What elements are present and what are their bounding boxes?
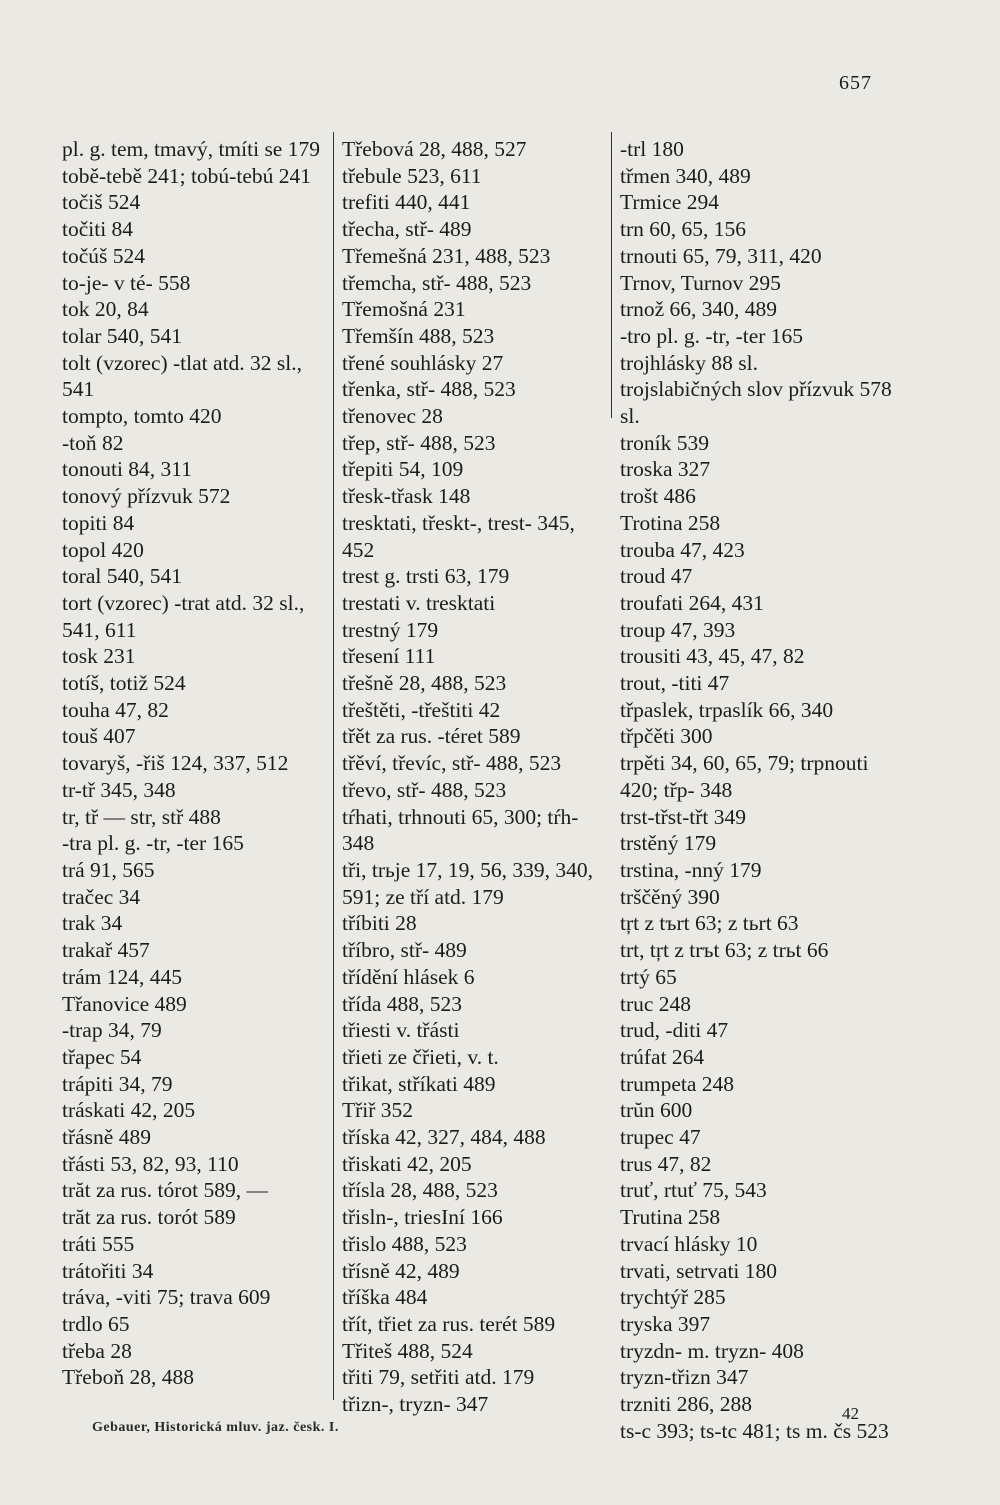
index-entry: trnož 66, 340, 489: [620, 297, 778, 322]
column-divider: [333, 132, 334, 1400]
index-entry: třesk-třask 148: [342, 484, 471, 509]
index-entry: trăt za rus. torót 589: [62, 1205, 236, 1230]
index-entry: truť, rtuť 75, 543: [620, 1178, 767, 1203]
index-entry: třěví, třevíc, stř- 488, 523: [342, 751, 562, 776]
index-entry: tříška 484: [342, 1285, 428, 1310]
index-entry: to-je- v té- 558: [62, 270, 191, 295]
index-entry: trychtýř 285: [620, 1285, 726, 1310]
index-entry: Trotina 258: [620, 510, 721, 535]
index-entry: trščěný 390: [620, 884, 720, 909]
index-entry: třídění hlásek 6: [342, 964, 475, 989]
index-entry: tryzn-třizn 347: [620, 1365, 749, 1390]
index-entry: třísla 28, 488, 523: [342, 1178, 498, 1203]
index-entry: tobě-tebě 241; tobú-tebú 241: [62, 163, 311, 188]
index-entry: třída 488, 523: [342, 991, 463, 1016]
index-entry: -trl 180: [620, 137, 684, 161]
index-entry: trdlo 65: [62, 1311, 130, 1336]
index-entry: truc 248: [620, 991, 692, 1016]
index-entry: tračec 34: [62, 884, 141, 909]
index-entry: trátořiti 34: [62, 1258, 154, 1283]
index-entry: tovaryš, -řiš 124, 337, 512: [62, 751, 289, 776]
index-entry: třep, stř- 488, 523: [342, 430, 496, 455]
index-entry: třizn-, tryzn- 347: [342, 1392, 489, 1417]
index-entry: trst-třst-třt 349: [620, 804, 746, 829]
index-entry: trstina, -nný 179: [620, 857, 762, 882]
index-entry: Třiteš 488, 524: [342, 1338, 473, 1363]
index-entry: tonouti 84, 311: [62, 457, 192, 482]
index-entry: trá 91, 565: [62, 857, 155, 882]
index-entry: tompto, tomto 420: [62, 404, 222, 429]
index-entry: Třemošná 231: [342, 297, 466, 322]
index-entry: třásně 489: [62, 1125, 151, 1150]
index-entry: třikat, stříkati 489: [342, 1071, 496, 1096]
index-entry: třesení 111: [342, 644, 436, 669]
index-entry: třislo 488, 523: [342, 1231, 467, 1256]
index-entry: tr-tř 345, 348: [62, 777, 176, 802]
index-entry: touha 47, 82: [62, 697, 169, 722]
index-entry: třiskati 42, 205: [342, 1151, 472, 1176]
index-column-2: [342, 136, 610, 1418]
index-entry: tříska 42, 327, 484, 488: [342, 1125, 546, 1150]
index-entry: točúš 524: [62, 243, 146, 268]
index-entry: tŗt z tъrt 63; z tьrt 63: [620, 911, 799, 936]
index-entry: troud 47: [620, 564, 693, 589]
index-entry: topiti 84: [62, 510, 135, 535]
index-entry: třenovec 28: [342, 404, 443, 429]
index-entry: třpčěti 300: [620, 724, 713, 749]
index-entry: trout, -titi 47: [620, 671, 730, 696]
index-entry: třásti 53, 82, 93, 110: [62, 1151, 239, 1176]
index-entry: trousiti 43, 45, 47, 82: [620, 644, 805, 669]
index-entry: točiš 524: [62, 190, 141, 215]
column-divider: [611, 132, 612, 418]
index-entry: troska 327: [620, 457, 711, 482]
index-entry: Třemešná 231, 488, 523: [342, 243, 551, 268]
index-entry: trn 60, 65, 156: [620, 217, 747, 242]
index-entry: tráti 555: [62, 1231, 135, 1256]
index-entry: trám 124, 445: [62, 964, 183, 989]
index-entry: -toň 82: [62, 430, 124, 455]
index-entry: trzniti 286, 288: [620, 1392, 752, 1417]
index-entry: třět za rus. -téret 589: [342, 724, 521, 749]
index-entry: trestati v. tresktati: [342, 590, 496, 615]
index-entry: třísně 42, 489: [342, 1258, 460, 1283]
index-entry: třeba 28: [62, 1338, 132, 1363]
page-number: 657: [839, 72, 872, 94]
index-entry: ts-c 393; ts-tc 481; ts m. čs 523: [620, 1418, 889, 1443]
index-entry: Třeboň 28, 488: [62, 1365, 194, 1390]
index-entry: trápiti 34, 79: [62, 1071, 173, 1096]
index-entry: třisln-, triesIní 166: [342, 1205, 503, 1230]
index-entry: tolt (vzorec) -tlat atd. 32 sl., 541: [62, 350, 303, 402]
index-entry: trăt za rus. tórot 589, —: [62, 1178, 268, 1203]
index-entry: trojslabičných slov přízvuk 578 sl.: [620, 377, 892, 429]
index-entry: toral 540, 541: [62, 564, 183, 589]
index-entry: tosk 231: [62, 644, 136, 669]
index-entry: Třiř 352: [342, 1098, 414, 1123]
index-entry: Trmice 294: [620, 190, 719, 215]
index-entry: tráva, -viti 75; trava 609: [62, 1285, 271, 1310]
index-entry: třeštěti, -třeštiti 42: [342, 697, 501, 722]
index-entry: třebule 523, 611: [342, 163, 482, 188]
index-entry: -tro pl. g. -tr, -ter 165: [620, 323, 804, 348]
index-entry: troník 539: [620, 430, 709, 455]
index-entry: trest g. trsti 63, 179: [342, 564, 510, 589]
index-entry: třenka, stř- 488, 523: [342, 377, 516, 402]
index-entry: trak 34: [62, 911, 123, 936]
index-entry: třít, třiet za rus. terét 589: [342, 1311, 556, 1336]
sheet-number: 42: [842, 1404, 859, 1423]
index-entry: třiti 79, setřiti atd. 179: [342, 1365, 535, 1390]
index-entry: -tra pl. g. -tr, -ter 165: [62, 831, 244, 856]
index-entry: točiti 84: [62, 217, 134, 242]
index-entry: třieti ze čřieti, v. t.: [342, 1044, 499, 1069]
index-entry: trt, tŗt z trъt 63; z trьt 66: [620, 938, 829, 963]
index-entry: Trutina 258: [620, 1205, 721, 1230]
index-entry: Třanovice 489: [62, 991, 187, 1016]
index-entry: troup 47, 393: [620, 617, 736, 642]
index-entry: Třemšín 488, 523: [342, 323, 495, 348]
index-entry: tryska 397: [620, 1311, 711, 1336]
index-entry: trefiti 440, 441: [342, 190, 471, 215]
index-entry: trvati, setrvati 180: [620, 1258, 778, 1283]
index-entry: touš 407: [62, 724, 136, 749]
index-entry: tryzdn- m. tryzn- 408: [620, 1338, 804, 1363]
index-entry: trvací hlásky 10: [620, 1231, 758, 1256]
index-entry: trouba 47, 423: [620, 537, 745, 562]
index-entry: tři, trьje 17, 19, 56, 339, 340, 591; ze tří atd. 179: [342, 857, 594, 909]
index-entry: třpaslek, trpaslík 66, 340: [620, 697, 834, 722]
index-column-3: [620, 136, 898, 1444]
index-entry: Trnov, Turnov 295: [620, 270, 781, 295]
index-entry: tříbro, stř- 489: [342, 938, 467, 963]
index-entry: trestný 179: [342, 617, 439, 642]
index-entry: tráskati 42, 205: [62, 1098, 196, 1123]
index-entry: třmen 340, 489: [620, 163, 751, 188]
index-entry: trus 47, 82: [620, 1151, 712, 1176]
index-entry: třené souhlásky 27: [342, 350, 504, 375]
index-entry: třevo, stř- 488, 523: [342, 777, 507, 802]
index-entry: trstěný 179: [620, 831, 717, 856]
index-entry: Třebová 28, 488, 527: [342, 137, 527, 161]
index-entry: tort (vzorec) -trat atd. 32 sl., 541, 611: [62, 590, 305, 642]
index-entry: třepiti 54, 109: [342, 457, 464, 482]
index-entry: tříbiti 28: [342, 911, 417, 936]
index-entry: třapec 54: [62, 1044, 142, 1069]
index-column-1: [62, 136, 330, 1391]
index-entry: tonový přízvuk 572: [62, 484, 231, 509]
index-entry: třešně 28, 488, 523: [342, 671, 507, 696]
index-entry: tr, tř — str, stř 488: [62, 804, 221, 829]
index-entry: tŕhati, trhnouti 65, 300; tŕh- 348: [342, 804, 579, 856]
index-entry: totíš, totiž 524: [62, 671, 186, 696]
index-entry: tok 20, 84: [62, 297, 149, 322]
index-entry: trnouti 65, 79, 311, 420: [620, 243, 822, 268]
index-entry: topol 420: [62, 537, 144, 562]
index-entry: trošt 486: [620, 484, 696, 509]
index-entry: troufati 264, 431: [620, 590, 764, 615]
index-entry: trakař 457: [62, 938, 150, 963]
index-entry: tolar 540, 541: [62, 323, 183, 348]
index-entry: trumpeta 248: [620, 1071, 735, 1096]
index-entry: třiesti v. třásti: [342, 1018, 460, 1043]
index-entry: tresktati, třeskt-, trest- 345, 452: [342, 510, 575, 562]
footer-signature: Gebauer, Historická mluv. jaz. česk. I.: [92, 1420, 339, 1435]
index-entry: třecha, stř- 489: [342, 217, 472, 242]
index-entry: trpěti 34, 60, 65, 79; trpnouti 420; třp- 348: [620, 751, 869, 802]
index-entry: trŭn 600: [620, 1098, 693, 1123]
index-entry: třemcha, stř- 488, 523: [342, 270, 532, 295]
index-entry: trupec 47: [620, 1125, 701, 1150]
index-entry: -trap 34, 79: [62, 1018, 162, 1043]
index-entry: trud, -diti 47: [620, 1018, 729, 1043]
index-entry: trúfat 264: [620, 1044, 705, 1069]
index-entry: pl. g. tem, tmavý, tmíti se 179: [62, 137, 320, 161]
index-entry: trtý 65: [620, 964, 677, 989]
index-entry: trojhlásky 88 sl.: [620, 350, 758, 375]
